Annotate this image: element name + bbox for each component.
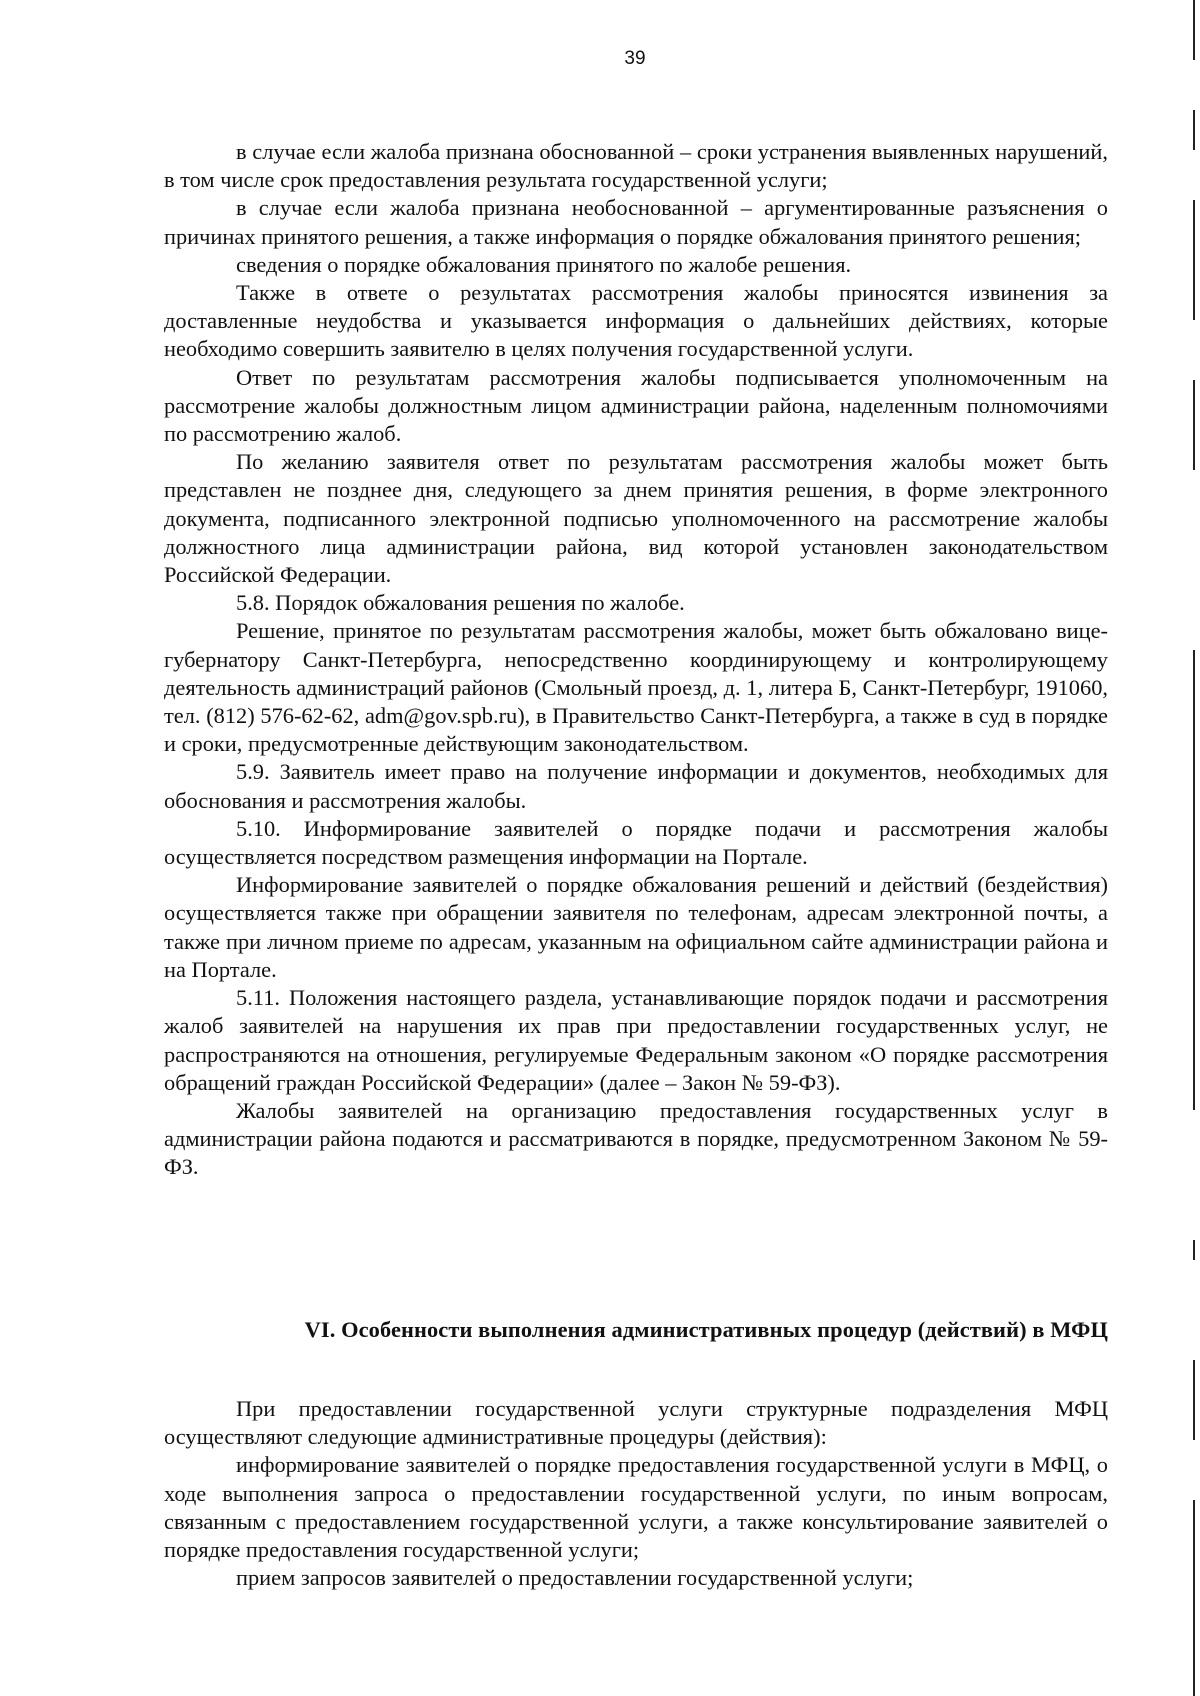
page-number: 39 bbox=[624, 48, 646, 69]
paragraph: Решение, принятое по результатам рассмотрения жалобы, может быть обжаловано вице-губернатору Санкт-Петербурга, непосредственно координирующему и контролирующему деятельность администраций районов (Смольный проезд, д. 1, литера Б, Санкт-Петербург, 191060, тел. (812) 576-62-62, adm@gov.spb.ru), в Правительство Санкт-Петербурга, а также в суд в порядке и сроки, предусмотренные действующим законодательством. bbox=[164, 618, 1108, 757]
paragraph: 5.8. Порядок обжалования решения по жалобе. bbox=[236, 590, 685, 616]
paragraph: 5.10. Информирование заявителей о порядке подачи и рассмотрения жалобы осуществляется посредством размещения информации на Портале. bbox=[164, 815, 1108, 870]
paragraph: При предоставлении государственной услуги структурные подразделения МФЦ осуществляют следующие административные процедуры (действия): bbox=[164, 1396, 1108, 1450]
paragraph: 5.9. Заявитель имеет право на получение информации и документов, необходимых для обоснования и рассмотрения жалобы. bbox=[164, 759, 1108, 813]
paragraph: Информирование заявителей о порядке обжалования решений и действий (бездействия) осуществляется также при обращении заявителя по телефонам, адресам электронной почты, а также при личном приеме по адресам, указанным на официальном сайте администрации района и на Портале. bbox=[164, 872, 1108, 982]
paragraph: 5.11. Положения настоящего раздела, устанавливающие порядок подачи и рассмотрения жалоб заявителей на нарушения их прав при предоставлении государственных услуг, не распространяются на отношения, регулируемые Федеральным законом «О порядке рассмотрения обращений граждан Российской Федерации» (далее – Закон № 59-ФЗ). bbox=[164, 985, 1108, 1095]
body-text-top bbox=[164, 138, 1108, 1182]
paragraph: Ответ по результатам рассмотрения жалобы подписывается уполномоченным на рассмотрение жалобы должностным лицом администрации района, наделенным полномочиями по рассмотрению жалоб. bbox=[164, 364, 1108, 447]
paragraph: сведения о порядке обжалования принятого по жалобе решения. bbox=[236, 251, 852, 277]
paragraph: Также в ответе о результатах рассмотрения жалобы приносятся извинения за доставленные неудобства и указывается информация о дальнейших действиях, которые необходимо совершить заявителю в целях получения государственной услуги. bbox=[164, 280, 1108, 362]
paragraph: Жалобы заявителей на организацию предоставления государственных услуг в администрации района подаются и рассматриваются в порядке, предусмотренном Законом № 59-ФЗ. bbox=[164, 1097, 1108, 1180]
section-heading: VI. Особенности выполнения административных процедур (действий) в МФЦ bbox=[304, 1317, 1108, 1342]
paragraph: в случае если жалоба признана обоснованной – сроки устранения выявленных нарушений, в том числе срок предоставления результата государственной услуги; bbox=[164, 139, 1108, 193]
body-text-bottom bbox=[164, 1395, 1108, 1592]
scan-edge-line bbox=[1193, 0, 1197, 1696]
paragraph: информирование заявителей о порядке предоставления государственной услуги в МФЦ, о ходе выполнения запроса о предоставлении государственной услуги, по иным вопросам, связанным с предоставлением государственной услуги, а также консультирование заявителей о порядке предоставления государственной услуги; bbox=[164, 1452, 1108, 1563]
paragraph: прием запросов заявителей о предоставлении государственной услуги; bbox=[236, 1565, 914, 1591]
paragraph: По желанию заявителя ответ по результатам рассмотрения жалобы может быть представлен не позднее дня, следующего за днем принятия решения, в форме электронного документа, подписанного электронной подписью уполномоченного на рассмотрение жалобы должностного лица администрации района, вид которой установлен законодательством Российской Федерации. bbox=[164, 449, 1108, 588]
paragraph: в случае если жалоба признана необоснованной – аргументированные разъяснения о причинах принятого решения, а также информация о порядке обжалования принятого решения; bbox=[164, 195, 1108, 249]
